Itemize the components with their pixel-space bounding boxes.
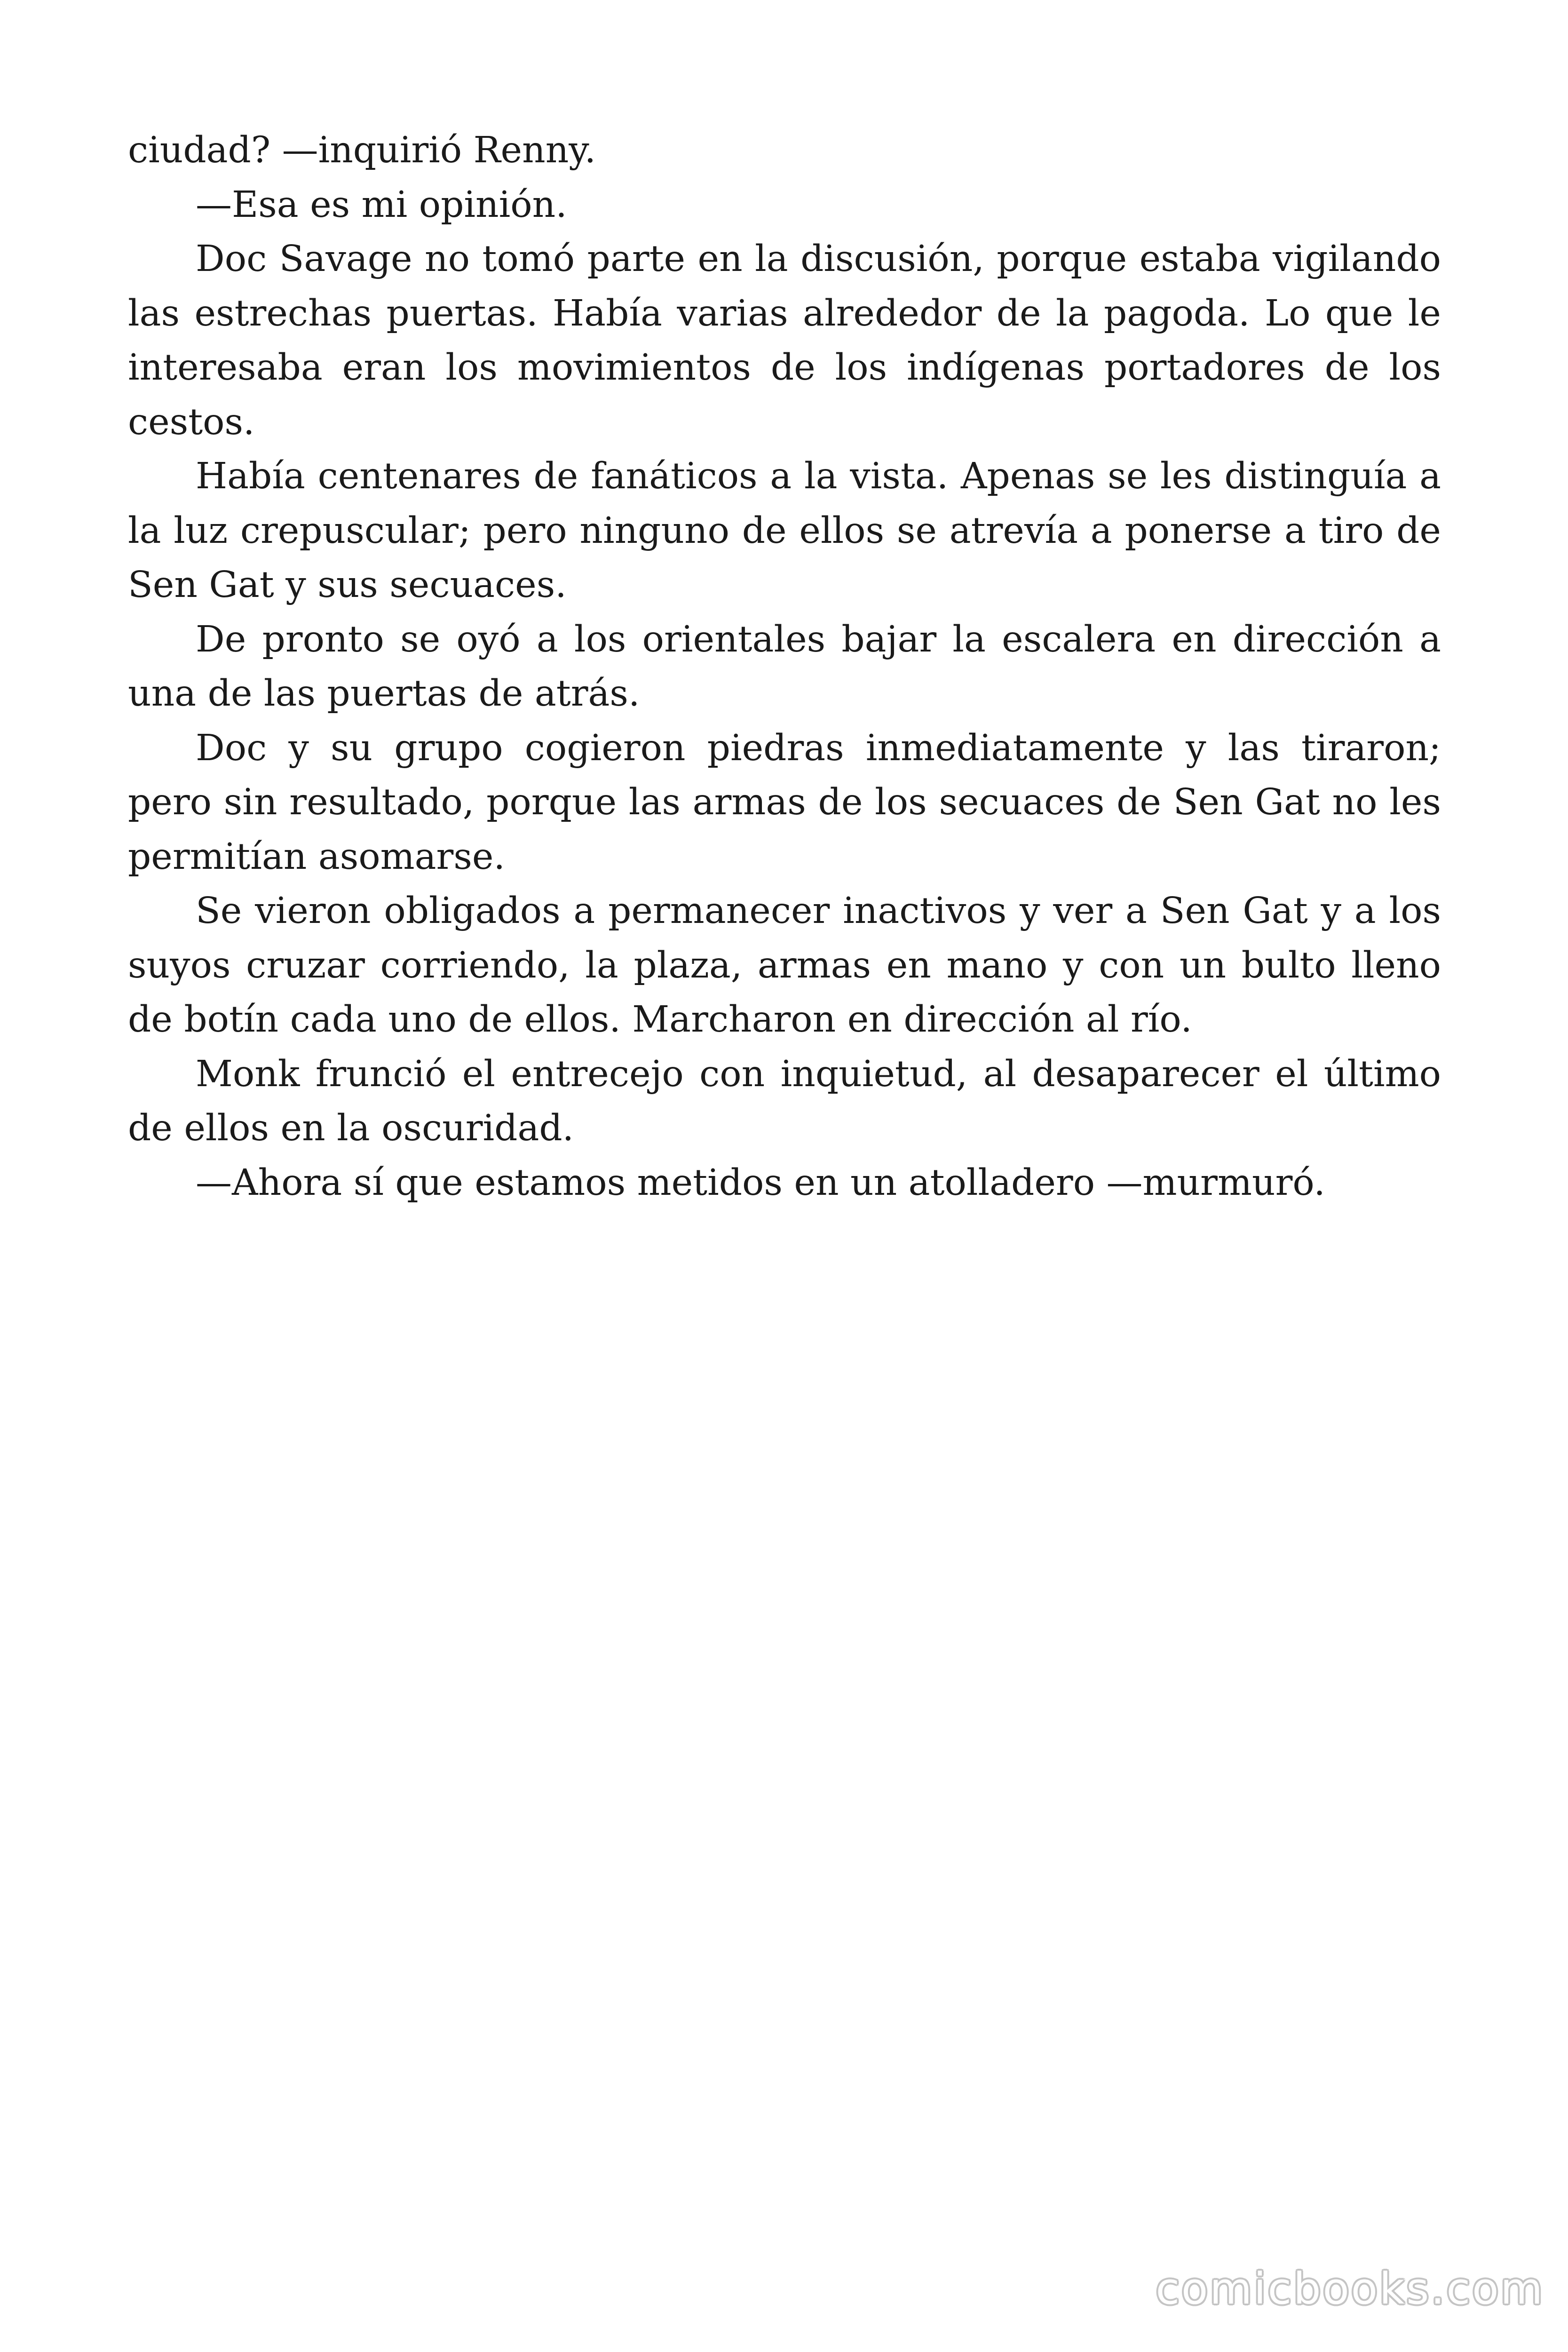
paragraph: Doc y su grupo cogieron piedras inmediatamente y las tiraron; pero sin resultado, porque las armas de los secuaces de Sen Gat no les permitían asomarse.: [128, 727, 1441, 878]
paragraph: Había centenares de fanáticos a la vista. Apenas se les distinguía a la luz crepuscular; pero ninguno de ellos se atrevía a ponerse a tiro de Sen Gat y sus secuaces.: [128, 455, 1441, 606]
paragraph: De pronto se oyó a los orientales bajar la escalera en dirección a una de las puertas de atrás.: [128, 618, 1441, 715]
body-text: [128, 123, 1441, 1210]
watermark-logo: comicbooks.com: [1156, 2264, 1544, 2314]
paragraph: Se vieron obligados a permanecer inactivos y ver a Sen Gat y a los suyos cruzar corriendo, la plaza, armas en mano y con un bulto lleno de botín cada uno de ellos. Marcharon en dirección al río.: [128, 890, 1441, 1041]
paragraph: Monk frunció el entrecejo con inquietud, al desaparecer el último de ellos en la oscuridad.: [128, 1053, 1441, 1149]
paragraph: —Esa es mi opinión.: [196, 183, 567, 226]
paragraph: Doc Savage no tomó parte en la discusión, porque estaba vigilando las estrechas puertas. Había varias alrededor de la pagoda. Lo que le interesaba eran los movimientos de los indígenas portadores de los cestos.: [128, 238, 1441, 443]
paragraph: ciudad? —inquirió Renny.: [128, 129, 596, 171]
paragraph: —Ahora sí que estamos metidos en un atolladero —murmuró.: [196, 1161, 1325, 1204]
